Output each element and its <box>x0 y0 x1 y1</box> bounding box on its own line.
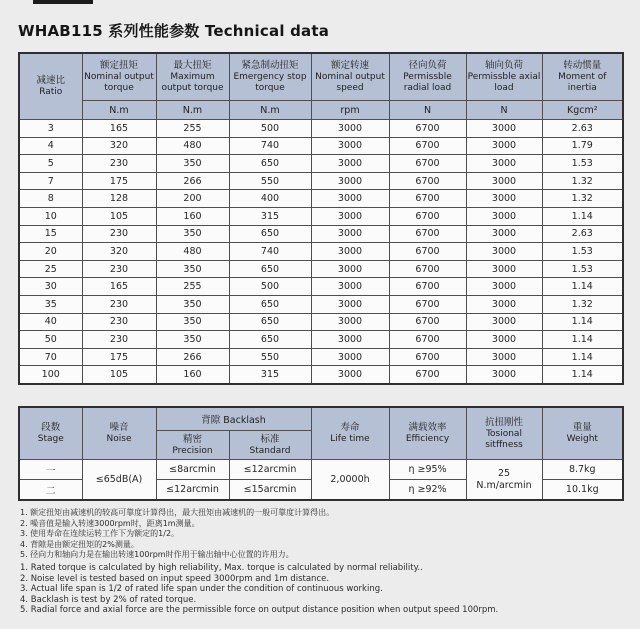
t1-cell: 350 <box>156 295 229 313</box>
unit-emergency-torque: N.m <box>229 101 311 120</box>
t1-cell: 1.14 <box>542 331 623 349</box>
t1-cell: 320 <box>82 243 156 261</box>
t1-cell: 1.53 <box>542 260 623 278</box>
t1-cell: 105 <box>82 207 156 225</box>
table2-group-row <box>19 407 623 431</box>
t1-cell: 315 <box>229 366 311 384</box>
t1-cell: 230 <box>82 331 156 349</box>
t1-cell: 6700 <box>389 243 466 261</box>
t1-cell: 3000 <box>311 260 389 278</box>
t1-cell: 6700 <box>389 225 466 243</box>
t1-cell: 400 <box>229 190 311 208</box>
t1-cell: 3000 <box>311 331 389 349</box>
table-row <box>19 348 623 366</box>
unit-nominal-speed: rpm <box>311 101 389 120</box>
table-row <box>19 313 623 331</box>
col-header-stiffness: 抗扭刚性 Tosional sitffness <box>466 407 542 460</box>
t1-cell: 6700 <box>389 313 466 331</box>
unit-radial-load: N <box>389 101 466 120</box>
t1-cell: 6700 <box>389 278 466 296</box>
t1-cell: 3000 <box>466 137 542 155</box>
t1-cell: 3000 <box>466 331 542 349</box>
footnote-cn: 4. 背隙是由额定扭矩的2%测量。 <box>20 539 139 549</box>
t1-cell: 1.32 <box>542 190 623 208</box>
t1-cell: 1.14 <box>542 313 623 331</box>
t1-cell: 3000 <box>466 278 542 296</box>
precision-cell: ≤8arcmin <box>156 460 229 480</box>
t1-cell: 6700 <box>389 172 466 190</box>
t1-cell: 3000 <box>466 225 542 243</box>
t1-cell: 230 <box>82 260 156 278</box>
table1-unit-row <box>19 101 623 120</box>
t1-cell: 740 <box>229 137 311 155</box>
table-row <box>19 172 623 190</box>
t1-cell: 1.14 <box>542 366 623 384</box>
col-header-axial-load: 轴向负荷 Permissble axial load <box>466 53 542 101</box>
col-header-standard: 标准 Standard <box>229 431 311 460</box>
t1-cell: 1.53 <box>542 243 623 261</box>
t1-cell: 160 <box>156 207 229 225</box>
t1-cell: 3000 <box>311 243 389 261</box>
weight-cell: 8.7kg <box>542 460 623 480</box>
t1-cell: 266 <box>156 172 229 190</box>
t1-cell: 3000 <box>466 366 542 384</box>
t1-cell: 70 <box>19 348 82 366</box>
t1-cell: 3000 <box>311 348 389 366</box>
t1-cell: 128 <box>82 190 156 208</box>
t1-cell: 10 <box>19 207 82 225</box>
t1-cell: 3000 <box>311 313 389 331</box>
t1-cell: 25 <box>19 260 82 278</box>
precision-cell: ≤12arcmin <box>156 480 229 501</box>
table1-header-row <box>19 53 623 101</box>
t1-cell: 2.63 <box>542 120 623 138</box>
t1-cell: 500 <box>229 278 311 296</box>
t1-cell: 230 <box>82 313 156 331</box>
t1-cell: 3000 <box>466 155 542 173</box>
col-header-weight: 重量 Weight <box>542 407 623 460</box>
col-header-efficiency: 满载效率 Efficiency <box>389 407 466 460</box>
t1-cell: 350 <box>156 331 229 349</box>
t1-cell: 3000 <box>311 225 389 243</box>
t1-cell: 350 <box>156 260 229 278</box>
footnotes-chinese <box>20 508 334 561</box>
t1-cell: 3000 <box>311 366 389 384</box>
col-header-radial-load: 径向负荷 Permissble radial load <box>389 53 466 101</box>
t1-cell: 5 <box>19 155 82 173</box>
t1-cell: 1.79 <box>542 137 623 155</box>
t1-cell: 650 <box>229 155 311 173</box>
t1-cell: 175 <box>82 172 156 190</box>
table-row <box>19 460 623 480</box>
t1-cell: 3 <box>19 120 82 138</box>
table-row <box>19 120 623 138</box>
t1-cell: 105 <box>82 366 156 384</box>
t1-cell: 480 <box>156 243 229 261</box>
table-row <box>19 243 623 261</box>
col-header-max-torque: 最大扭矩 Maximum output torque <box>156 53 229 101</box>
t1-cell: 3000 <box>311 120 389 138</box>
t1-cell: 3000 <box>311 137 389 155</box>
unit-axial-load: N <box>466 101 542 120</box>
t1-cell: 650 <box>229 295 311 313</box>
t1-cell: 650 <box>229 260 311 278</box>
col-header-ratio-zh: 减速比 <box>36 75 65 86</box>
t1-cell: 50 <box>19 331 82 349</box>
t1-cell: 3000 <box>466 172 542 190</box>
t1-cell: 6700 <box>389 260 466 278</box>
unit-nominal-torque: N.m <box>82 101 156 120</box>
t1-cell: 100 <box>19 366 82 384</box>
t1-cell: 650 <box>229 225 311 243</box>
footnote-en: 2. Noise level is tested based on input speed 3000rpm and 1m distance. <box>20 573 330 584</box>
top-edge-bar <box>33 0 93 4</box>
page-title: WHAB115 系列性能参数 Technical data <box>18 22 330 40</box>
stage-cell: 二 <box>19 480 82 501</box>
footnote-en: 5. Radial force and axial force are the permissible force on output distance position when output speed 100rpm. <box>20 605 499 616</box>
t1-cell: 6700 <box>389 366 466 384</box>
table-row <box>19 366 623 384</box>
t1-cell: 3000 <box>466 313 542 331</box>
t1-cell: 6700 <box>389 120 466 138</box>
table-row <box>19 295 623 313</box>
t1-cell: 3000 <box>466 120 542 138</box>
unit-max-torque: N.m <box>156 101 229 120</box>
col-header-stage: 段数 Stage <box>19 407 82 460</box>
t1-cell: 3000 <box>466 260 542 278</box>
footnote-en: 3. Actual life span is 1/2 of rated life span under the condition of continuous working. <box>20 584 383 595</box>
lifetime-cell: 2,0000h <box>311 460 389 501</box>
t1-cell: 8 <box>19 190 82 208</box>
t1-cell: 40 <box>19 313 82 331</box>
t1-cell: 20 <box>19 243 82 261</box>
table-row <box>19 207 623 225</box>
weight-cell: 10.1kg <box>542 480 623 501</box>
t1-cell: 1.14 <box>542 207 623 225</box>
t1-cell: 6700 <box>389 137 466 155</box>
table-row <box>19 190 623 208</box>
noise-cell: ≤65dB(A) <box>82 460 156 501</box>
t1-cell: 165 <box>82 120 156 138</box>
t1-cell: 650 <box>229 313 311 331</box>
t1-cell: 35 <box>19 295 82 313</box>
t1-cell: 1.14 <box>542 278 623 296</box>
t1-cell: 3000 <box>466 190 542 208</box>
footnote-en: 4. Backlash is test by 2% of rated torque. <box>20 594 197 605</box>
t1-cell: 4 <box>19 137 82 155</box>
t1-cell: 230 <box>82 225 156 243</box>
t1-cell: 3000 <box>311 278 389 296</box>
table-row <box>19 155 623 173</box>
t1-cell: 3000 <box>466 348 542 366</box>
col-header-noise: 噪音 Noise <box>82 407 156 460</box>
t1-cell: 3000 <box>466 295 542 313</box>
t1-cell: 255 <box>156 120 229 138</box>
table-row <box>19 331 623 349</box>
t1-cell: 230 <box>82 295 156 313</box>
t1-cell: 2.63 <box>542 225 623 243</box>
t1-cell: 15 <box>19 225 82 243</box>
t1-cell: 350 <box>156 225 229 243</box>
t1-cell: 350 <box>156 155 229 173</box>
footnote-cn: 3. 使用寿命在连续运转工作下为额定的1/2。 <box>20 529 180 539</box>
t1-body <box>19 120 623 384</box>
table-row <box>19 278 623 296</box>
col-header-precision: 精密 Precision <box>156 431 229 460</box>
t1-cell: 3000 <box>311 190 389 208</box>
t1-cell: 1.53 <box>542 155 623 173</box>
col-header-nominal-torque: 额定扭矩 Nominal output torque <box>82 53 156 101</box>
footnote-cn: 2. 噪音值是输入转速3000rpm时，距离1m测量。 <box>20 518 200 528</box>
t1-cell: 6700 <box>389 190 466 208</box>
t1-cell: 500 <box>229 120 311 138</box>
t1-cell: 3000 <box>311 207 389 225</box>
col-header-emergency-torque: 紧急制动扭矩 Emergency stop torque <box>229 53 311 101</box>
col-header-ratio-en: Ratio <box>39 87 63 97</box>
t1-cell: 740 <box>229 243 311 261</box>
t1-cell: 30 <box>19 278 82 296</box>
t1-cell: 3000 <box>311 155 389 173</box>
t1-cell: 1.14 <box>542 348 623 366</box>
table-row <box>19 260 623 278</box>
stiffness-cell: 25 N.m/arcmin <box>466 460 542 501</box>
footnote-cn: 5. 径向力和轴向力是在输出转速100rpm时作用于输出轴中心位置的许用力。 <box>20 550 294 560</box>
t1-cell: 6700 <box>389 155 466 173</box>
t1-cell: 3000 <box>466 243 542 261</box>
t1-cell: 6700 <box>389 331 466 349</box>
t1-cell: 480 <box>156 137 229 155</box>
col-header-lifetime: 寿命 Life time <box>311 407 389 460</box>
t1-cell: 1.32 <box>542 295 623 313</box>
t1-cell: 7 <box>19 172 82 190</box>
t1-cell: 255 <box>156 278 229 296</box>
table-row <box>19 225 623 243</box>
standard-cell: ≤12arcmin <box>229 460 311 480</box>
t1-cell: 320 <box>82 137 156 155</box>
stage-cell: 一 <box>19 460 82 480</box>
footnotes-english <box>20 563 498 616</box>
t1-cell: 160 <box>156 366 229 384</box>
unit-inertia: Kgcm² <box>542 101 623 120</box>
t1-cell: 3000 <box>311 295 389 313</box>
t1-cell: 315 <box>229 207 311 225</box>
col-header-backlash-group: 背隙 Backlash <box>156 407 311 431</box>
t1-cell: 6700 <box>389 348 466 366</box>
t1-cell: 6700 <box>389 295 466 313</box>
t1-cell: 550 <box>229 172 311 190</box>
t1-cell: 650 <box>229 331 311 349</box>
t1-cell: 550 <box>229 348 311 366</box>
t1-cell: 1.32 <box>542 172 623 190</box>
t1-cell: 200 <box>156 190 229 208</box>
t1-cell: 266 <box>156 348 229 366</box>
col-header-nominal-speed: 额定转速 Nominal output speed <box>311 53 389 101</box>
footnote-en: 1. Rated torque is calculated by high reliability, Max. torque is calculated by normal reliability.. <box>20 563 423 573</box>
t1-cell: 350 <box>156 313 229 331</box>
efficiency-cell: η ≥95% <box>389 460 466 480</box>
t1-cell: 3000 <box>466 207 542 225</box>
col-header-ratio <box>19 53 82 120</box>
efficiency-cell: η ≥92% <box>389 480 466 501</box>
footnote-cn: 1. 额定扭矩由减速机的较高可靠度计算得出，最大扭矩由减速机的一般可靠度计算得出。 <box>20 508 335 517</box>
t1-cell: 230 <box>82 155 156 173</box>
standard-cell: ≤15arcmin <box>229 480 311 501</box>
col-header-inertia: 转动惯量 Moment of inertia <box>542 53 623 101</box>
table-row <box>19 137 623 155</box>
t1-cell: 6700 <box>389 207 466 225</box>
t1-cell: 165 <box>82 278 156 296</box>
t1-cell: 175 <box>82 348 156 366</box>
secondary-spec-table <box>18 406 624 501</box>
t1-cell: 3000 <box>311 172 389 190</box>
technical-data-table <box>18 52 624 385</box>
